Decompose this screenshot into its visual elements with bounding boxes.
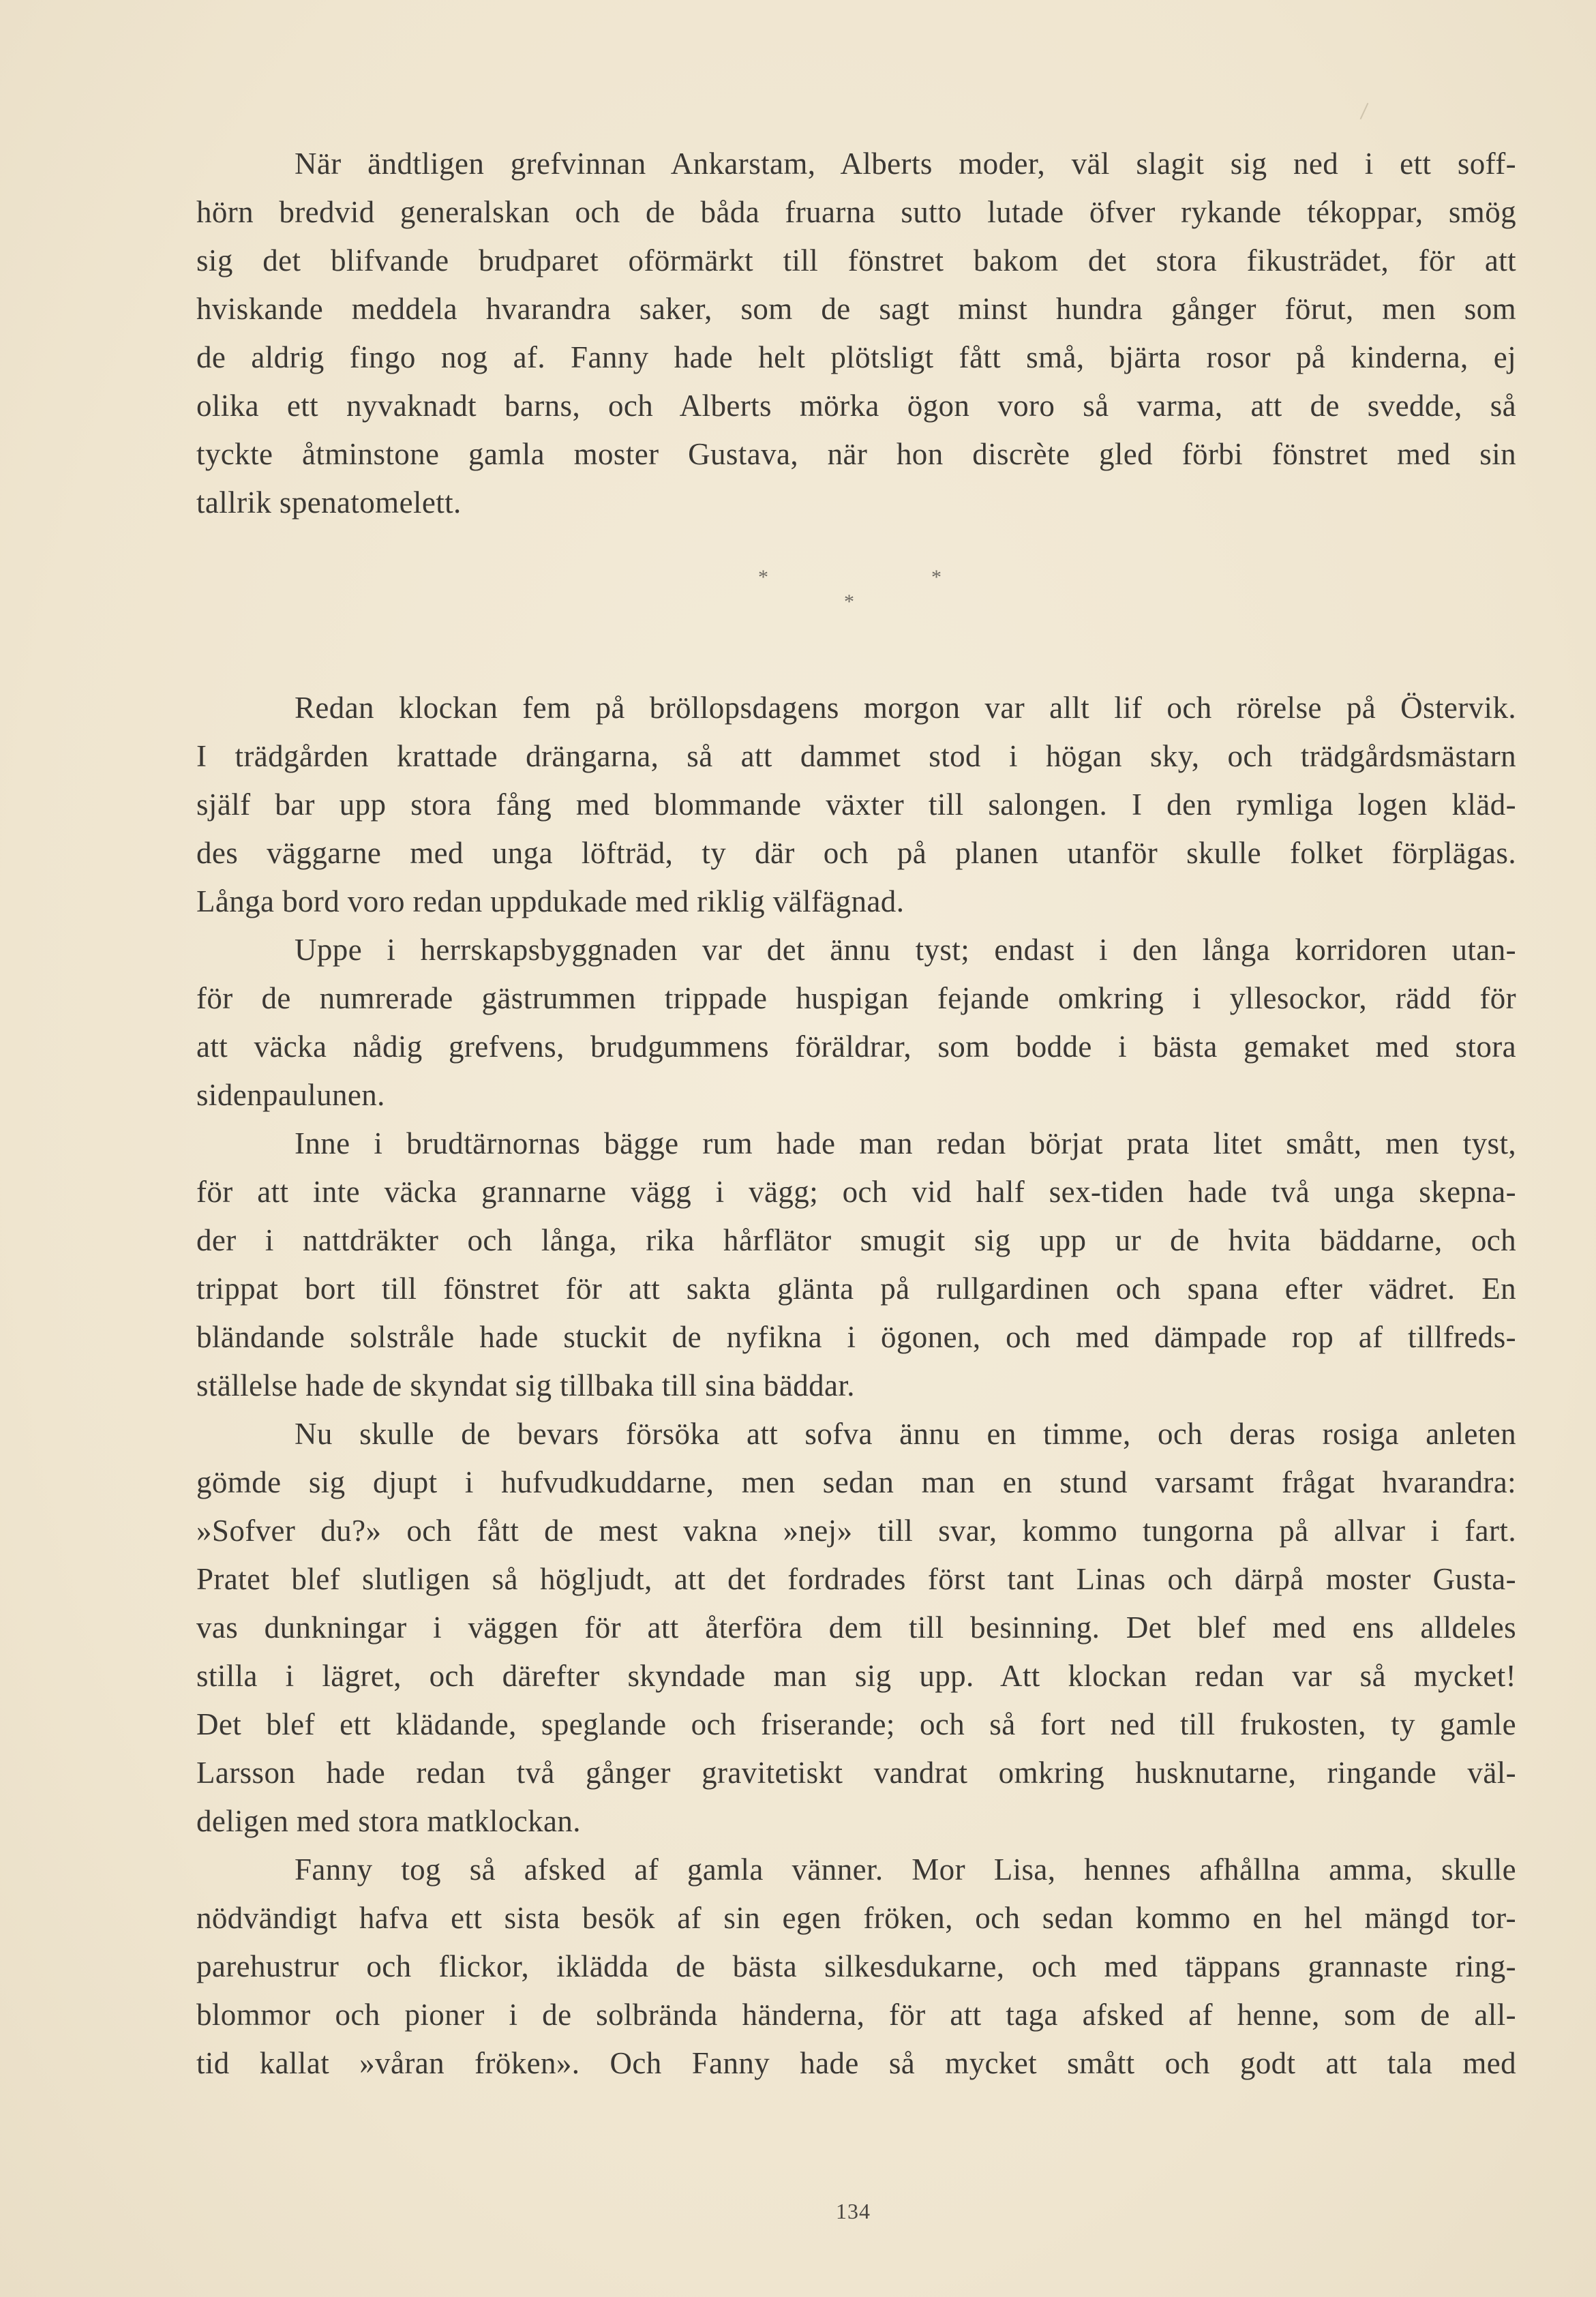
asterism-star: * [844,590,854,613]
text-line: Uppe i herrskapsbyggnaden var det ännu tyst; endast i den långa korridoren utan- [295,933,1516,967]
text-line: Larsson hade redan två gånger gravitetiskt vandrat omkring husknutarne, ringande väl- [196,1756,1516,1790]
text-line: sidenpaulunen. [196,1078,385,1112]
text-line: I trädgården krattade drängarna, så att dammet stod i högan sky, och trädgårdsmästarn [196,739,1516,773]
text-line: gömde sig djupt i hufvudkuddarne, men sedan man en stund varsamt frågat hvarandra: [196,1465,1516,1499]
text-line: själf bar upp stora fång med blommande växter till salongen. I den rymliga logen kläd- [196,787,1516,822]
text-line: för de numrerade gästrummen trippade huspigan fejande omkring i yllesockor, rädd för [196,981,1516,1015]
text-line: tallrik spenatomelett. [196,485,462,520]
text-line: tid kallat »våran fröken». Och Fanny hade så mycket smått och godt att tala med [196,2046,1516,2080]
text-line: ställelse hade de skyndat sig tillbaka till sina bäddar. [196,1368,855,1402]
text-line: När ändtligen grefvinnan Ankarstam, Alberts moder, väl slagit sig ned i ett soff- [295,147,1516,181]
text-line: Långa bord voro redan uppdukade med riklig välfägnad. [196,884,905,918]
text-line: de aldrig fingo nog af. Fanny hade helt plötsligt fått små, bjärta rosor på kinderna, ej [196,340,1516,374]
paragraph [196,140,1516,527]
page-number: 134 [836,2199,871,2223]
text-line: hörn bredvid generalskan och de båda fruarna sutto lutade öfver rykande tékoppar, smög [196,195,1516,229]
paragraph [196,1846,1516,2088]
paragraph [196,684,1516,926]
text-line: vas dunkningar i väggen för att återföra dem till besinning. Det blef med ens alldeles [196,1610,1516,1645]
text-line: trippat bort till fönstret för att sakta glänta på rullgardinen och spana efter vädret. En [196,1272,1516,1306]
text-line: des väggarne med unga löfträd, ty där och på planen utanför skulle folket förplägas. [196,836,1516,870]
text-line: sig det blifvande brudparet oförmärkt till fönstret bakom det stora fikusträdet, för att [196,243,1516,277]
text-line: »Sofver du?» och fått de mest vakna »nej» till svar, kommo tungorna på allvar i fart. [196,1514,1516,1548]
text-line: bländande solstråle hade stuckit de nyfikna i ögonen, och med dämpade rop af tillfreds- [196,1320,1516,1354]
text-line: att väcka nådig grefvens, brudgummens föräldrar, som bodde i bästa gemaket med stora [196,1030,1516,1064]
asterism-star: * [931,566,942,588]
text-line: stilla i lägret, och därefter skyndade man sig upp. Att klockan redan var så mycket! [196,1659,1516,1693]
text-line: Nu skulle de bevars försöka att sofva ännu en timme, och deras rosiga anleten [295,1417,1516,1451]
paragraph [196,1120,1516,1410]
paper-blemish [1360,103,1369,119]
text-block-upper [196,140,1516,527]
text-block-lower [196,684,1516,2088]
text-line: Det blef ett klädande, speglande och friserande; och så fort ned till frukosten, ty gamle [196,1707,1516,1741]
text-line: för att inte väcka grannarne vägg i vägg; och vid half sex-tiden hade två unga skepna- [196,1175,1516,1209]
text-line: hviskande meddela hvarandra saker, som de sagt minst hundra gånger förut, men som [196,292,1516,326]
text-line: tyckte åtminstone gamla moster Gustava, när hon discrète gled förbi fönstret med sin [196,437,1516,471]
text-line: Fanny tog så afsked af gamla vänner. Mor Lisa, hennes afhållna amma, skulle [295,1852,1516,1887]
text-line: der i nattdräkter och långa, rika hårflätor smugit sig upp ur de hvita bäddarne, och [196,1223,1516,1257]
text-line: blommor och pioner i de solbrända händerna, för att taga afsked af henne, som de all- [196,1998,1516,2032]
text-line: parehustrur och flickor, iklädda de bästa silkesdukarne, och med täppans grannaste ring- [196,1949,1516,1983]
text-line: Redan klockan fem på bröllopsdagens morgon var allt lif och rörelse på Östervik. [295,691,1516,725]
text-line: nödvändigt hafva ett sista besök af sin egen fröken, och sedan kommo en hel mängd tor- [196,1901,1516,1935]
text-line: deligen med stora matklockan. [196,1804,581,1838]
text-line: olika ett nyvaknadt barns, och Alberts mörka ögon voro så varma, att de svedde, så [196,389,1516,423]
paragraph [196,926,1516,1120]
text-line: Pratet blef slutligen så högljudt, att det fordrades först tant Linas och därpå moster Gusta- [196,1562,1516,1596]
asterism-star: * [758,566,768,588]
paragraph [196,1410,1516,1846]
text-line: Inne i brudtärnornas bägge rum hade man redan börjat prata litet smått, men tyst, [295,1126,1516,1160]
